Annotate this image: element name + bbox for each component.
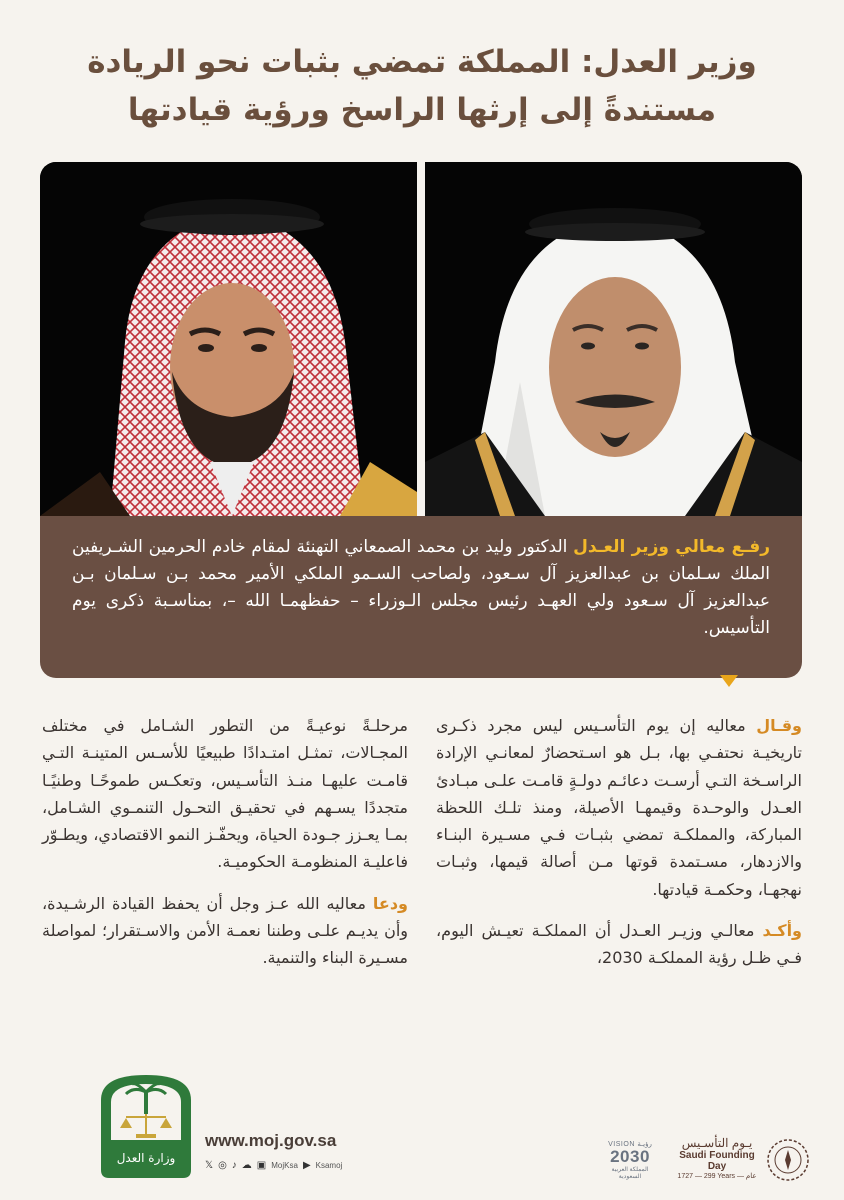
headline-line-1: وزير العدل: المملكة تمضي بثبات نحو الريادة — [87, 44, 757, 80]
snapchat-icon[interactable]: ☁ — [241, 1160, 252, 1171]
founding-day-arabic: يـوم التأسـيس — [681, 1136, 753, 1150]
caption-highlight: رفـع معالي وزير العـدل — [573, 537, 770, 557]
ministry-logo — [96, 1070, 196, 1180]
founding-day-logo — [670, 1136, 764, 1180]
vision-label: VISION رؤيـة — [608, 1141, 652, 1148]
youtube-icon[interactable]: ▶ — [302, 1160, 311, 1171]
vision-sub: المملكة العربية السعودية — [611, 1167, 649, 1180]
founding-day-english: Saudi Founding Day — [679, 1150, 755, 1172]
paragraph — [42, 712, 408, 876]
portrait-king — [425, 162, 802, 516]
social-links — [205, 1160, 342, 1171]
portraits-row — [40, 162, 802, 516]
social-handle-2: Ksamoj — [315, 1161, 343, 1170]
caption-arrow-icon — [720, 675, 738, 687]
paragraph-text: معاليه إن يوم التأسـيس ليس مجرد ذكـرى تاريخيـة نحتفـي بها، بـل هو اسـتحضارٌ لمعانـي الإرادة الراسـخة التـي أرسـت دعائـم دولـةٍ قامـت علـى مبـادئ العـدل والوحـدة وقيمهـا الأصيلة، ومنذ تلـك اللحظة المباركة، والمملكـة تمضي بثبـات فـي مسـيرة البنـاء والازدهار، مسـتمدة قوتها مـن أصالة قيمها، وثبـات نهجهـا، وحكمـة قيادتها. — [436, 716, 802, 899]
paragraph-text: معاليه الله عـز وجل أن يحفظ القيادة الرشـيدة، وأن يديـم علـى وطننا نعمـة الأمن والاسـتقرار؛ لمواصلة مسـيرة البناء والتنمية. — [42, 893, 408, 968]
portrait-crown-prince — [40, 162, 417, 516]
paragraph-text: مرحلـةً نوعيـةً من التطور الشـامل في مختلف المجـالات، تمثـل امتـدادًا طبيعيًا للأسـس المتينـة التـي قامـت عليهـا منـذ التأسـيس، وتعكـس طموحًـا وطنيًـا متجددًا يسـهم في تحقيـق التحـول التنمـوي الشـامل، بمـا يعـزز جـودة الحياة، ويحفّـز النمو الاقتصادي، ويطـوّر فاعليـة المنظومـة الحكوميـة. — [42, 716, 408, 872]
instagram-icon[interactable]: ◎ — [218, 1160, 227, 1171]
portrait-king-image — [425, 162, 802, 516]
lead-caption-box — [40, 516, 802, 678]
body-column-right — [436, 712, 802, 986]
paragraph-text: معالـي وزيـر العـدل أن المملكـة تعيـش اليوم، فـي ظـل رؤية المملكـة 2030، — [436, 921, 802, 968]
social-handle-1: MojKsa — [271, 1161, 298, 1170]
tiktok-icon[interactable]: ♪ — [231, 1160, 237, 1171]
body-column-left — [42, 712, 408, 986]
paragraph — [42, 890, 408, 972]
founding-day-years: 1727 — 299 Years — عام — [677, 1173, 757, 1180]
vision-2030-logo — [604, 1140, 656, 1180]
headline-line-2: مستندةً إلى إرثها الراسخ ورؤية قيادتها — [127, 92, 717, 128]
caption-text: الدكتور وليد بن محمد الصمعاني التهنئة لمقام خادم الحرمين الشـريفين الملك سـلمان بن عبدالعزيز آل سـعود، ولصاحب السـمو الملكي الأمير محمد بـن سـلمان بـن عبدالعزيز آل سـعود ولي العهـد رئيس مجلس الـوزراء – حفظهمـا الله –، بمناسـبة ذكرى يوم التأسيس. — [72, 537, 770, 638]
linkedin-icon[interactable]: ▣ — [256, 1160, 267, 1171]
founding-seal-icon — [766, 1138, 810, 1182]
website-link[interactable]: www.moj.gov.sa — [205, 1131, 337, 1150]
paragraph-lead: وأكـد — [762, 921, 802, 941]
headline — [30, 38, 814, 134]
portrait-crown-prince-image — [40, 162, 417, 516]
logo-caption: وزارة العدل — [116, 1151, 176, 1165]
paragraph — [436, 712, 802, 903]
x-icon[interactable]: 𝕏 — [205, 1160, 214, 1171]
paragraph — [436, 917, 802, 972]
vision-year: 2030 — [610, 1147, 650, 1166]
paragraph-lead: وقـال — [756, 716, 802, 735]
paragraph-lead: ودعا — [372, 893, 408, 913]
